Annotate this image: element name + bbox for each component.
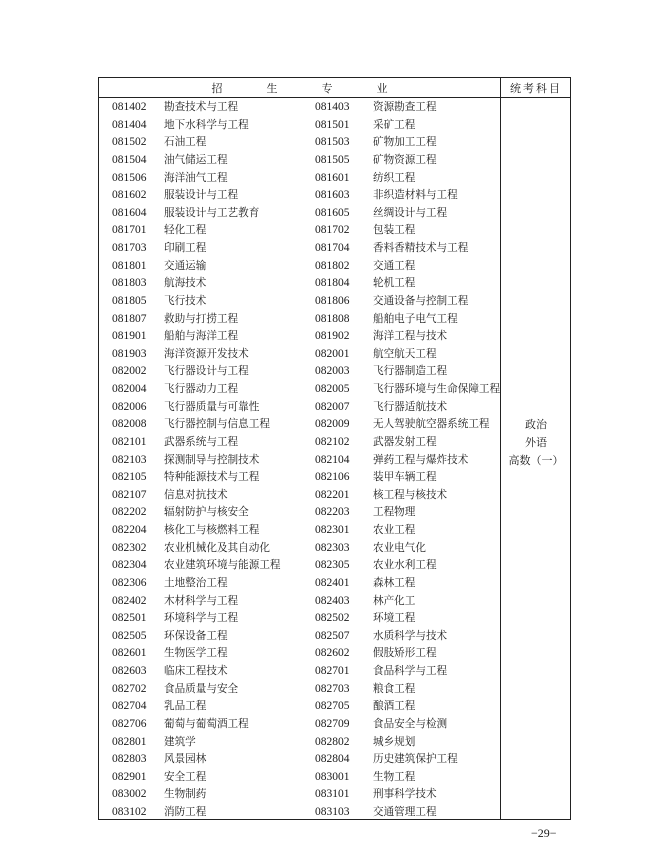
major-name: 建筑学 bbox=[164, 735, 196, 748]
major-code: 081808 bbox=[315, 312, 350, 325]
major-name: 城乡规划 bbox=[373, 735, 416, 748]
major-code: 082401 bbox=[315, 576, 350, 589]
major-code: 082601 bbox=[112, 647, 147, 660]
major-code: 083102 bbox=[112, 806, 147, 818]
table-row bbox=[99, 575, 500, 593]
major-code: 082306 bbox=[112, 576, 147, 589]
table-row bbox=[99, 275, 500, 293]
major-name: 葡萄与葡萄酒工程 bbox=[164, 717, 249, 730]
major-code: 081801 bbox=[112, 259, 147, 272]
major-name: 飞行器控制与信息工程 bbox=[164, 418, 270, 431]
table-row bbox=[99, 416, 500, 434]
major-name: 飞行器制造工程 bbox=[373, 365, 448, 378]
major-code: 082202 bbox=[112, 506, 147, 519]
major-name: 消防工程 bbox=[164, 806, 207, 818]
major-code: 082106 bbox=[315, 471, 350, 484]
major-name: 航空航天工程 bbox=[373, 347, 437, 360]
header-char-3: 专 bbox=[321, 81, 333, 95]
major-name: 环境工程 bbox=[373, 612, 416, 625]
major-name: 资源勘查工程 bbox=[373, 101, 437, 113]
major-code: 082305 bbox=[315, 559, 350, 572]
major-code: 082701 bbox=[315, 665, 350, 677]
table-row bbox=[99, 452, 500, 470]
major-name: 航海技术 bbox=[164, 277, 207, 290]
major-code: 082005 bbox=[315, 383, 350, 395]
header-char-1: 招 bbox=[211, 81, 223, 95]
table-row bbox=[99, 346, 500, 364]
major-code: 082008 bbox=[112, 418, 147, 431]
exam-subjects-list bbox=[501, 416, 571, 470]
major-code: 082804 bbox=[315, 753, 350, 766]
major-name: 海洋资源开发技术 bbox=[164, 347, 249, 360]
major-code: 082705 bbox=[315, 700, 350, 713]
major-code: 081402 bbox=[112, 101, 147, 113]
major-code: 082201 bbox=[315, 488, 350, 501]
table-row bbox=[99, 540, 500, 558]
major-name: 采矿工程 bbox=[373, 118, 416, 131]
major-code: 082203 bbox=[315, 506, 350, 519]
major-name: 海洋油气工程 bbox=[164, 171, 228, 184]
major-name: 水质科学与技术 bbox=[373, 629, 448, 642]
major-code: 082204 bbox=[112, 524, 147, 536]
major-name: 武器发射工程 bbox=[373, 435, 437, 448]
major-name: 假肢矫形工程 bbox=[373, 647, 437, 660]
major-name: 环境科学与工程 bbox=[164, 612, 239, 625]
major-name: 木材科学与工程 bbox=[164, 594, 239, 607]
table-row bbox=[99, 557, 500, 575]
major-name: 矿物资源工程 bbox=[373, 153, 437, 166]
table-row bbox=[99, 311, 500, 329]
major-name: 轻化工程 bbox=[164, 224, 207, 237]
major-code: 082507 bbox=[315, 629, 350, 642]
major-name: 地下水科学与工程 bbox=[164, 118, 249, 131]
major-code: 082402 bbox=[112, 594, 147, 607]
major-code: 082101 bbox=[112, 435, 147, 448]
major-name: 船舶电子电气工程 bbox=[373, 312, 458, 325]
major-code: 081504 bbox=[112, 153, 147, 166]
table-row bbox=[99, 258, 500, 276]
table-row bbox=[99, 522, 500, 540]
major-name: 生物医学工程 bbox=[164, 647, 228, 660]
major-name: 核工程与核技术 bbox=[373, 488, 448, 501]
table-row bbox=[99, 240, 500, 258]
major-name: 丝绸设计与工程 bbox=[373, 206, 448, 219]
table-row bbox=[99, 328, 500, 346]
table-row bbox=[99, 170, 500, 188]
major-name: 交通设备与控制工程 bbox=[373, 294, 469, 307]
major-code: 082901 bbox=[112, 770, 147, 783]
table-row bbox=[99, 628, 500, 646]
major-name: 轮机工程 bbox=[373, 277, 416, 290]
major-name: 纺织工程 bbox=[373, 171, 416, 184]
major-name: 弹药工程与爆炸技术 bbox=[373, 453, 469, 466]
major-name: 风景园林 bbox=[164, 753, 207, 766]
major-name: 农业电气化 bbox=[373, 541, 426, 554]
table-row bbox=[99, 504, 500, 522]
major-code: 082006 bbox=[112, 400, 147, 413]
major-code: 081703 bbox=[112, 242, 147, 254]
major-name: 环保设备工程 bbox=[164, 629, 228, 642]
major-code: 082706 bbox=[112, 717, 147, 730]
major-code: 083103 bbox=[315, 806, 350, 818]
major-code: 082004 bbox=[112, 383, 147, 395]
major-code: 082502 bbox=[315, 612, 350, 625]
table-row bbox=[99, 804, 500, 822]
major-code: 082704 bbox=[112, 700, 147, 713]
major-code: 081704 bbox=[315, 242, 350, 254]
major-name: 印刷工程 bbox=[164, 242, 207, 254]
major-name: 飞行器设计与工程 bbox=[164, 365, 249, 378]
major-name: 救助与打捞工程 bbox=[164, 312, 239, 325]
major-code: 082703 bbox=[315, 682, 350, 695]
major-name: 刑事科学技术 bbox=[373, 788, 437, 801]
major-name: 特种能源技术与工程 bbox=[164, 471, 260, 484]
table-row bbox=[99, 769, 500, 787]
major-code: 081903 bbox=[112, 347, 147, 360]
major-name: 油气储运工程 bbox=[164, 153, 228, 166]
major-code: 082803 bbox=[112, 753, 147, 766]
major-name: 海洋工程与技术 bbox=[373, 330, 448, 343]
major-name: 食品安全与检测 bbox=[373, 717, 448, 730]
major-name: 生物制药 bbox=[164, 788, 207, 801]
exam-subject-politics: 政治 bbox=[525, 418, 547, 431]
table-row bbox=[99, 469, 500, 487]
major-code: 081804 bbox=[315, 277, 350, 290]
major-code: 082009 bbox=[315, 418, 350, 431]
major-code: 082602 bbox=[315, 647, 350, 660]
header-char-2: 生 bbox=[266, 81, 278, 95]
major-name: 飞行器环境与生命保障工程 bbox=[373, 383, 501, 395]
major-name: 香料香精技术与工程 bbox=[373, 242, 469, 254]
major-code: 081602 bbox=[112, 189, 147, 202]
major-code: 082303 bbox=[315, 541, 350, 554]
major-name: 酿酒工程 bbox=[373, 700, 416, 713]
page-number: −29− bbox=[531, 826, 557, 840]
major-name: 交通管理工程 bbox=[373, 806, 437, 818]
major-code: 082002 bbox=[112, 365, 147, 378]
table-row bbox=[99, 399, 500, 417]
major-name: 包装工程 bbox=[373, 224, 416, 237]
header-exam-subjects: 统考科目 bbox=[510, 81, 562, 95]
major-code: 081805 bbox=[112, 294, 147, 307]
major-code: 082102 bbox=[315, 435, 350, 448]
major-name: 森林工程 bbox=[373, 576, 416, 589]
major-code: 082103 bbox=[112, 453, 147, 466]
table-row bbox=[99, 152, 500, 170]
major-code: 081802 bbox=[315, 259, 350, 272]
table-row bbox=[99, 698, 500, 716]
major-code: 082007 bbox=[315, 400, 350, 413]
table-row bbox=[99, 681, 500, 699]
major-code: 082603 bbox=[112, 665, 147, 677]
table-row bbox=[99, 610, 500, 628]
major-name: 船舶与海洋工程 bbox=[164, 330, 239, 343]
major-code: 082104 bbox=[315, 453, 350, 466]
major-name: 土地整治工程 bbox=[164, 576, 228, 589]
major-name: 探测制导与控制技术 bbox=[164, 453, 260, 466]
major-code: 081807 bbox=[112, 312, 147, 325]
major-name: 农业机械化及其自动化 bbox=[164, 541, 270, 554]
table-row bbox=[99, 205, 500, 223]
major-name: 历史建筑保护工程 bbox=[373, 753, 458, 766]
majors-table bbox=[98, 77, 571, 820]
major-name: 石油工程 bbox=[164, 136, 207, 149]
major-code: 082702 bbox=[112, 682, 147, 695]
major-name: 装甲车辆工程 bbox=[373, 471, 437, 484]
table-row bbox=[99, 663, 500, 681]
major-code: 083001 bbox=[315, 770, 350, 783]
header-enrollment-major bbox=[99, 78, 500, 97]
major-name: 乳品工程 bbox=[164, 700, 207, 713]
major-name: 矿物加工工程 bbox=[373, 136, 437, 149]
table-row bbox=[99, 99, 500, 117]
major-code: 081902 bbox=[315, 330, 350, 343]
major-code: 081901 bbox=[112, 330, 147, 343]
major-name: 信息对抗技术 bbox=[164, 488, 228, 501]
table-row bbox=[99, 293, 500, 311]
major-code: 082501 bbox=[112, 612, 147, 625]
major-code: 082403 bbox=[315, 594, 350, 607]
table-row bbox=[99, 434, 500, 452]
major-name: 食品科学与工程 bbox=[373, 665, 448, 677]
major-name: 农业工程 bbox=[373, 524, 416, 536]
major-name: 生物工程 bbox=[373, 770, 416, 783]
major-name: 武器系统与工程 bbox=[164, 435, 239, 448]
major-code: 081503 bbox=[315, 136, 350, 149]
major-code: 081601 bbox=[315, 171, 350, 184]
major-code: 082304 bbox=[112, 559, 147, 572]
major-code: 081403 bbox=[315, 101, 350, 113]
major-name: 交通工程 bbox=[373, 259, 416, 272]
table-row bbox=[99, 134, 500, 152]
table-row bbox=[99, 487, 500, 505]
major-code: 081604 bbox=[112, 206, 147, 219]
header-char-4: 业 bbox=[376, 81, 388, 95]
table-row bbox=[99, 363, 500, 381]
major-code: 083101 bbox=[315, 788, 350, 801]
major-code: 082302 bbox=[112, 541, 147, 554]
table-row bbox=[99, 381, 500, 399]
major-code: 081803 bbox=[112, 277, 147, 290]
exam-subject-foreign-language: 外语 bbox=[525, 436, 547, 449]
major-code: 082001 bbox=[315, 347, 350, 360]
major-code: 081605 bbox=[315, 206, 350, 219]
major-name: 林产化工 bbox=[373, 594, 416, 607]
major-code: 082505 bbox=[112, 629, 147, 642]
major-name: 飞行器适航技术 bbox=[373, 400, 448, 413]
major-rows bbox=[99, 99, 500, 822]
major-code: 082801 bbox=[112, 735, 147, 748]
table-row bbox=[99, 645, 500, 663]
major-name: 勘查技术与工程 bbox=[164, 101, 239, 113]
major-name: 核化工与核燃料工程 bbox=[164, 524, 260, 536]
major-code: 082105 bbox=[112, 471, 147, 484]
major-code: 081404 bbox=[112, 118, 147, 131]
major-code: 082709 bbox=[315, 717, 350, 730]
major-code: 081806 bbox=[315, 294, 350, 307]
major-name: 临床工程技术 bbox=[164, 665, 228, 677]
major-name: 飞行技术 bbox=[164, 294, 207, 307]
major-name: 粮食工程 bbox=[373, 682, 416, 695]
major-name: 农业建筑环境与能源工程 bbox=[164, 559, 281, 572]
major-name: 辐射防护与核安全 bbox=[164, 506, 249, 519]
major-code: 081505 bbox=[315, 153, 350, 166]
major-name: 安全工程 bbox=[164, 770, 207, 783]
major-code: 083002 bbox=[112, 788, 147, 801]
major-name: 工程物理 bbox=[373, 506, 416, 519]
major-name: 服装设计与工程 bbox=[164, 189, 239, 202]
exam-subject-advanced-math: 高数（一） bbox=[508, 454, 564, 467]
major-name: 非织造材料与工程 bbox=[373, 189, 458, 202]
major-name: 食品质量与安全 bbox=[164, 682, 239, 695]
table-row bbox=[99, 751, 500, 769]
major-name: 飞行器质量与可靠性 bbox=[164, 400, 260, 413]
table-row bbox=[99, 187, 500, 205]
major-code: 082802 bbox=[315, 735, 350, 748]
major-code: 081502 bbox=[112, 136, 147, 149]
table-row bbox=[99, 734, 500, 752]
major-name: 飞行器动力工程 bbox=[164, 383, 239, 395]
major-code: 081506 bbox=[112, 171, 147, 184]
table-row bbox=[99, 593, 500, 611]
major-name: 农业水利工程 bbox=[373, 559, 437, 572]
major-code: 082003 bbox=[315, 365, 350, 378]
table-row bbox=[99, 117, 500, 135]
table-row bbox=[99, 786, 500, 804]
major-name: 无人驾驶航空器系统工程 bbox=[373, 418, 490, 431]
major-code: 081603 bbox=[315, 189, 350, 202]
major-code: 081701 bbox=[112, 224, 147, 237]
table-row bbox=[99, 716, 500, 734]
major-name: 服装设计与工艺教育 bbox=[164, 206, 260, 219]
major-code: 081702 bbox=[315, 224, 350, 237]
major-code: 081501 bbox=[315, 118, 350, 131]
major-code: 082107 bbox=[112, 488, 147, 501]
major-name: 交通运输 bbox=[164, 259, 207, 272]
major-code: 082301 bbox=[315, 524, 350, 536]
table-row bbox=[99, 222, 500, 240]
